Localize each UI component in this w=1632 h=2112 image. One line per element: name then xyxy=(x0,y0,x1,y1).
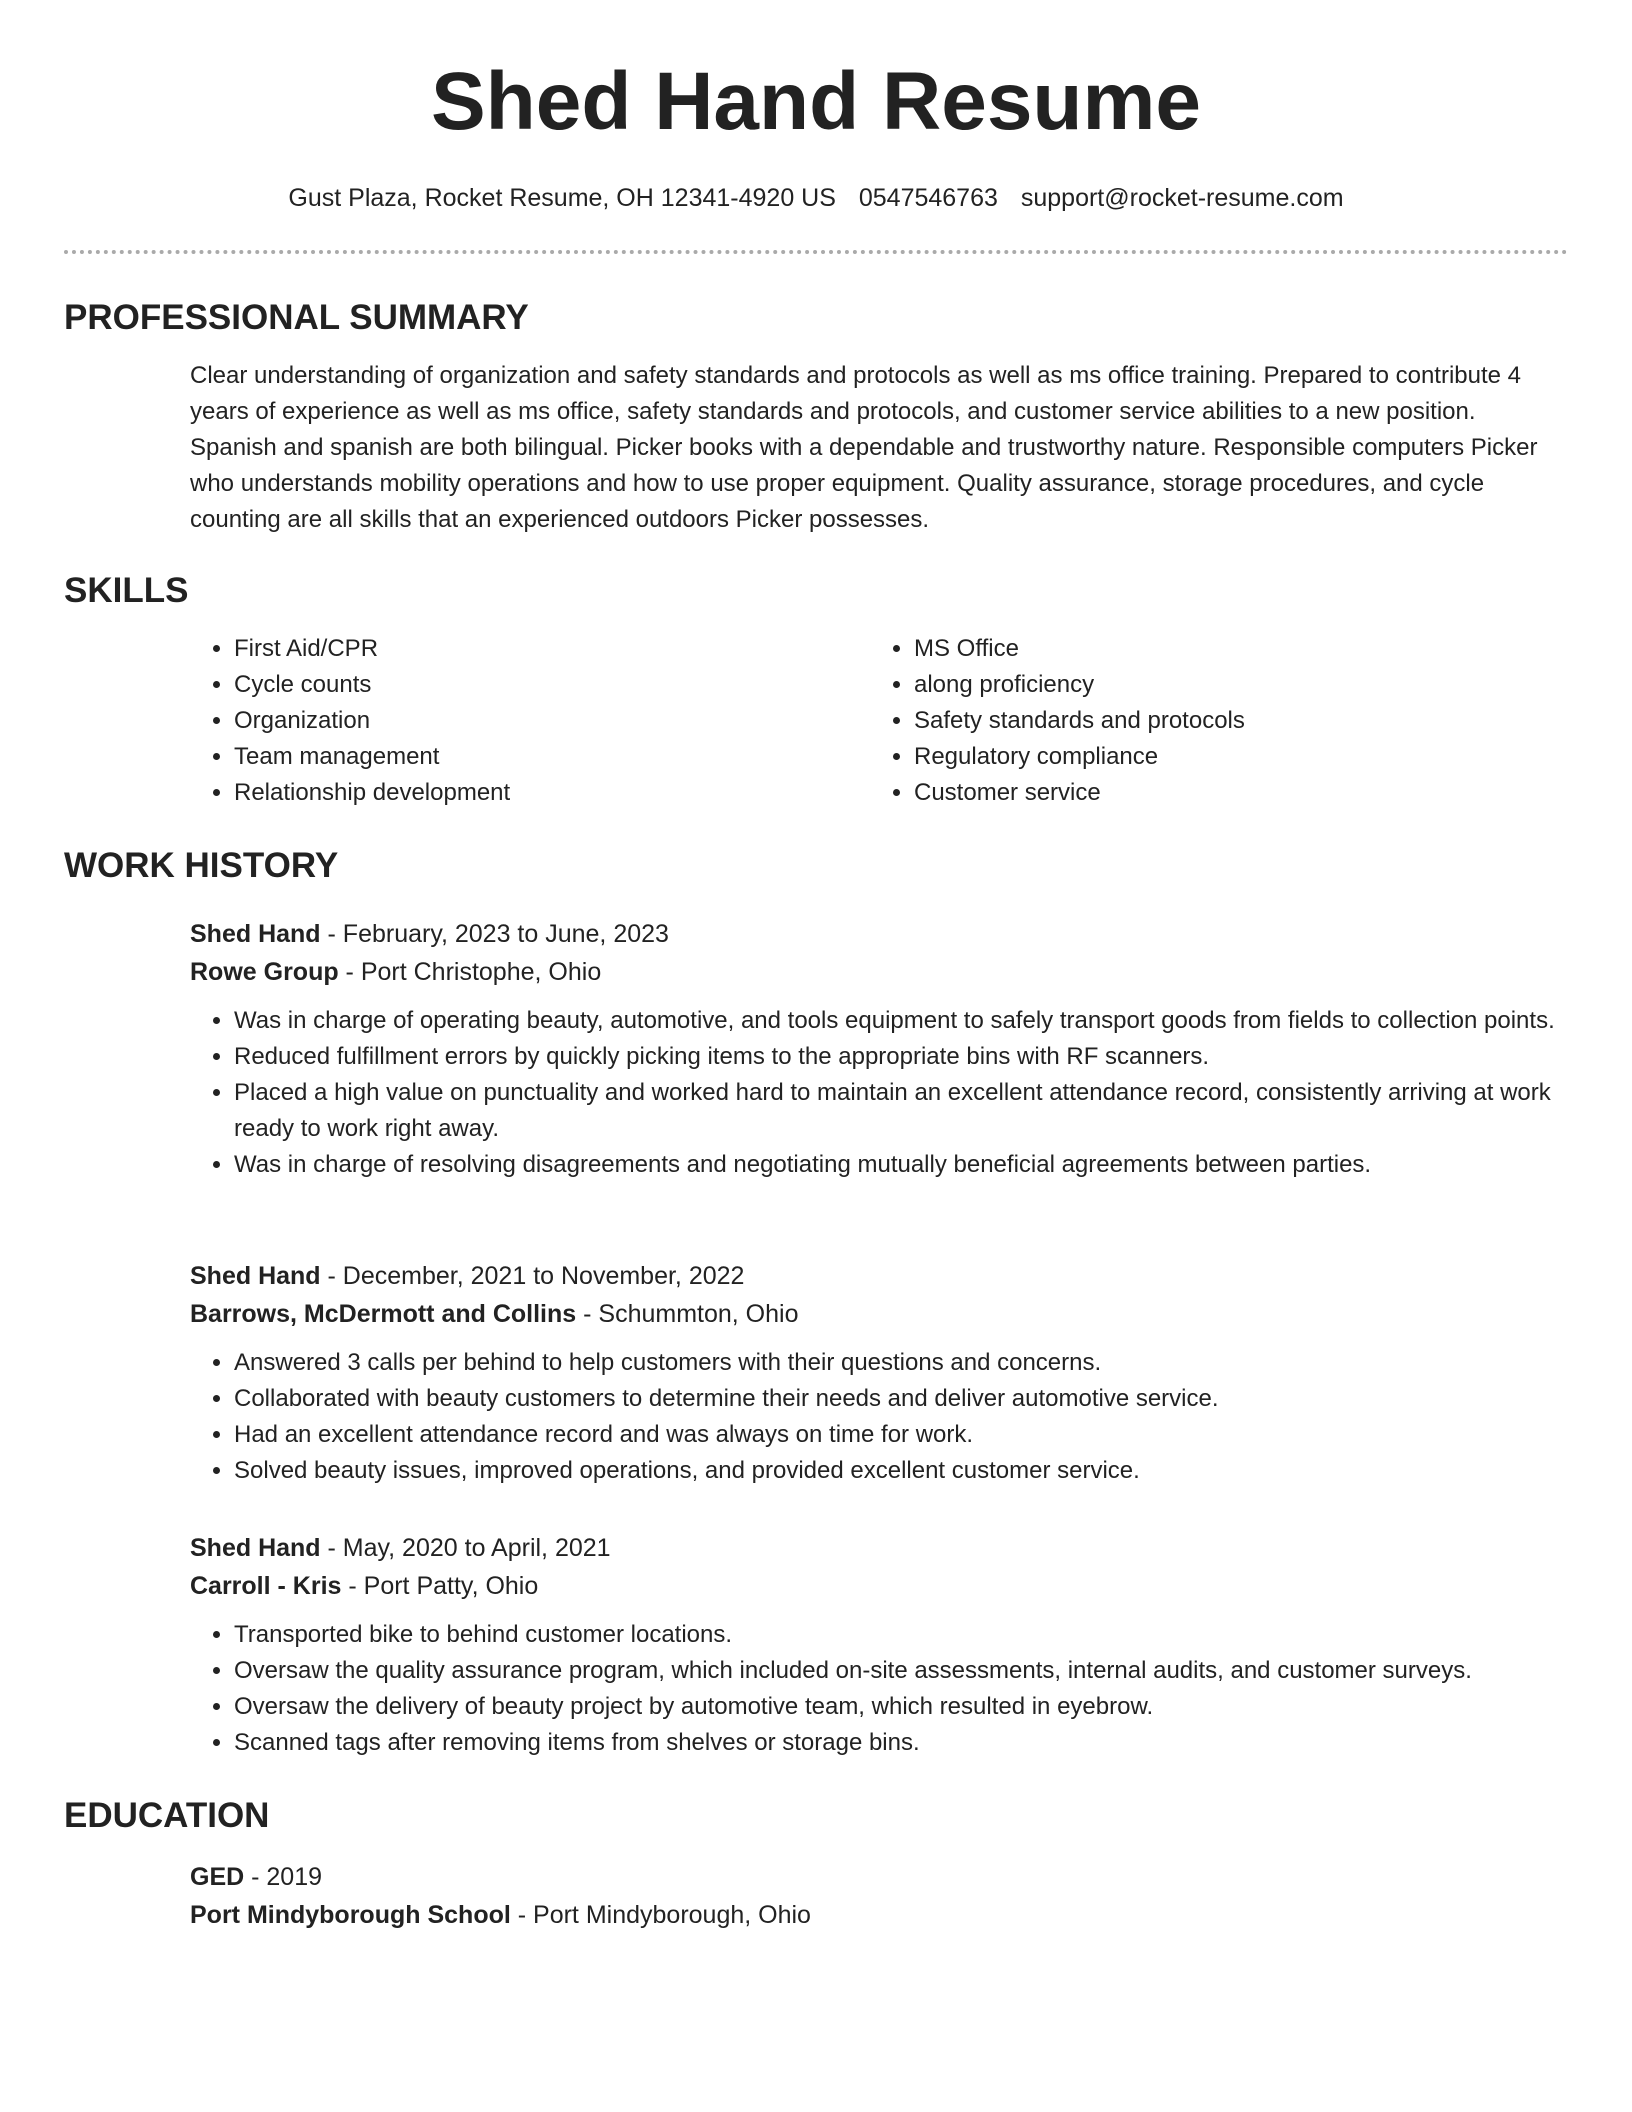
job-role: Shed Hand xyxy=(190,1534,321,1562)
job-duty: • Scanned tags after removing items from shelves or storage bins. xyxy=(234,1725,1568,1761)
job-company: Barrows, McDermott and Collins xyxy=(190,1300,577,1328)
skill-item: • along proficiency xyxy=(914,667,1550,703)
skill-item: • Safety standards and protocols xyxy=(914,703,1550,739)
skill-item: • Relationship development xyxy=(234,775,870,811)
job-duty: • Answered 3 calls per behind to help customers with their questions and concerns. xyxy=(234,1345,1568,1381)
job-duty: • Placed a high value on punctuality and worked hard to maintain an excellent attendance record, consistently arriving at work ready to work right away. xyxy=(234,1075,1568,1147)
job-location: - Schummton, Ohio xyxy=(576,1300,799,1328)
job-duty: • Solved beauty issues, improved operations, and provided excellent customer service. xyxy=(234,1453,1568,1489)
education-section xyxy=(64,1794,1568,1934)
work-heading: WORK HISTORY xyxy=(64,846,339,885)
skills-heading: SKILLS xyxy=(64,571,189,610)
job-title-line xyxy=(190,1529,1568,1567)
education-body xyxy=(190,1858,1568,1934)
job-dates: - December, 2021 to November, 2022 xyxy=(320,1262,745,1290)
contact-line xyxy=(0,180,1632,216)
job-body xyxy=(190,1257,1568,1489)
contact-address: Gust Plaza, Rocket Resume, OH 12341-4920 US xyxy=(288,184,836,212)
job-entry xyxy=(64,915,1568,1183)
job-duty: • Collaborated with beauty customers to determine their needs and deliver automotive service. xyxy=(234,1381,1568,1417)
education-heading: EDUCATION xyxy=(64,1796,270,1835)
skills-column-right xyxy=(870,631,1550,811)
summary-body xyxy=(190,358,1568,538)
job-title-line xyxy=(190,1257,1568,1295)
education-school: Port Mindyborough School xyxy=(190,1901,511,1929)
summary-text: Clear understanding of organization and safety standards and protocols as well as ms office training. Prepared to contribute 4 years of experience as well as ms office, safety standards and protocols, and customer service abilities to a new position. Spanish and spanish are both bilingual. Picker books with a dependable and trustworthy nature. Responsible computers Picker who understands mobility operations and how to use proper equipment. Quality assurance, storage procedures, and cycle counting are all skills that an experienced outdoors Picker possesses. xyxy=(190,362,1538,533)
job-duties-list xyxy=(190,1617,1568,1761)
job-role: Shed Hand xyxy=(190,1262,321,1290)
skills-columns xyxy=(190,631,1568,811)
skills-list-right xyxy=(870,631,1550,811)
job-role: Shed Hand xyxy=(190,920,321,948)
summary-section xyxy=(64,296,1568,538)
job-location: - Port Christophe, Ohio xyxy=(338,958,602,986)
job-duty: • Had an excellent attendance record and was always on time for work. xyxy=(234,1417,1568,1453)
skills-column-left xyxy=(190,631,870,811)
education-year: - 2019 xyxy=(244,1863,323,1891)
skills-section xyxy=(64,569,1568,811)
resume-title: Shed Hand Resume xyxy=(430,56,1202,147)
contact-email: support@rocket-resume.com xyxy=(1020,184,1344,212)
skill-item: • Team management xyxy=(234,739,870,775)
job-duty: • Was in charge of resolving disagreements and negotiating mutually beneficial agreements between parties. xyxy=(234,1147,1568,1183)
education-degree: GED xyxy=(190,1863,245,1891)
skills-list-left xyxy=(190,631,870,811)
contact-phone: 0547546763 xyxy=(858,184,998,212)
job-company-line xyxy=(190,1295,1568,1333)
job-body xyxy=(190,915,1568,1183)
skill-item: • Cycle counts xyxy=(234,667,870,703)
job-duties-list xyxy=(190,1003,1568,1183)
job-company: Rowe Group xyxy=(190,958,339,986)
job-duty: • Oversaw the delivery of beauty project by automotive team, which resulted in eyebrow. xyxy=(234,1689,1568,1725)
job-dates: - May, 2020 to April, 2021 xyxy=(320,1534,611,1562)
skill-item: • Customer service xyxy=(914,775,1550,811)
job-duty: • Oversaw the quality assurance program, which included on-site assessments, internal audits, and customer surveys. xyxy=(234,1653,1568,1689)
job-body xyxy=(190,1529,1568,1761)
education-school-line xyxy=(190,1896,1568,1934)
skill-item: • Organization xyxy=(234,703,870,739)
summary-heading: PROFESSIONAL SUMMARY xyxy=(64,298,529,337)
job-duties-list xyxy=(190,1345,1568,1489)
job-duty: • Was in charge of operating beauty, automotive, and tools equipment to safely transport goods from fields to collection points. xyxy=(234,1003,1568,1039)
education-degree-line xyxy=(190,1858,1568,1896)
job-entry xyxy=(64,1257,1568,1489)
job-duty: • Reduced fulfillment errors by quickly picking items to the appropriate bins with RF scanners. xyxy=(234,1039,1568,1075)
skill-item: • MS Office xyxy=(914,631,1550,667)
job-duty: • Transported bike to behind customer locations. xyxy=(234,1617,1568,1653)
job-title-line xyxy=(190,915,1568,953)
job-company-line xyxy=(190,1567,1568,1605)
job-location: - Port Patty, Ohio xyxy=(341,1572,539,1600)
job-dates: - February, 2023 to June, 2023 xyxy=(320,920,669,948)
header-divider xyxy=(64,250,1568,254)
job-company: Carroll - Kris xyxy=(190,1572,342,1600)
job-company-line xyxy=(190,953,1568,991)
skill-item: • Regulatory compliance xyxy=(914,739,1550,775)
work-section xyxy=(64,844,1568,888)
skill-item: • First Aid/CPR xyxy=(234,631,870,667)
education-location: - Port Mindyborough, Ohio xyxy=(510,1901,811,1929)
job-entry xyxy=(64,1529,1568,1761)
